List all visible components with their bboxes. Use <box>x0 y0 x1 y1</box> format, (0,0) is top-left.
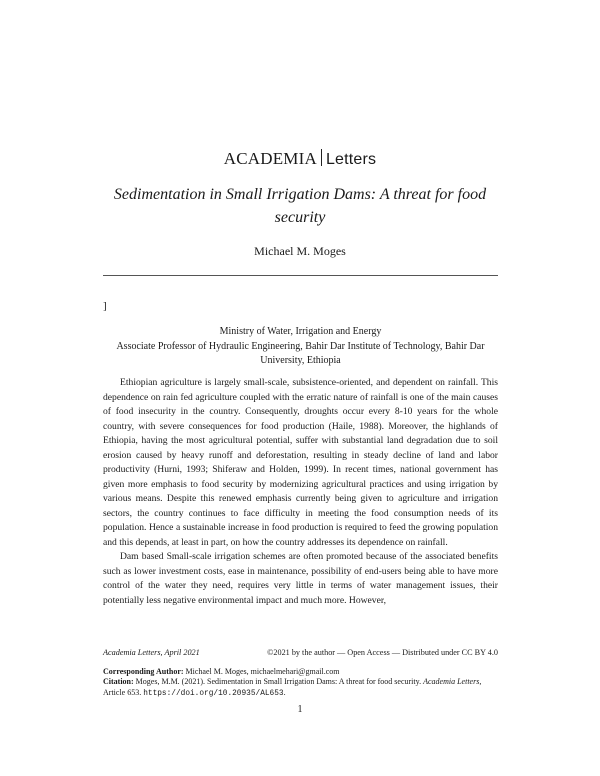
doi-end: . <box>283 687 286 697</box>
citation-label: Citation: <box>103 677 134 686</box>
citation <box>103 677 498 699</box>
paper-title: Sedimentation in Small Irrigation Dams: A threat for food security <box>113 186 487 226</box>
academia-letters-logo <box>0 149 600 169</box>
page-footer <box>103 648 498 699</box>
brand-separator <box>321 149 322 166</box>
page-number: 1 <box>297 704 303 715</box>
citation-text: Moges, M.M. (2021). Sedimentation in Small Irrigation Dams: A threat for food security. <box>135 677 422 686</box>
corresponding-author <box>103 667 498 678</box>
body-text <box>103 376 498 608</box>
paragraph-2: Dam based Small-scale irrigation schemes are often promoted because of the associated benefits such as lower investment costs, ease in maintenance, possibility of end-users being able to have more control of the water they need, requires very little in terms of water management issues, their potentially less negative environmental impact and much more. However, <box>103 551 498 606</box>
stray-bracket: ] <box>103 300 107 312</box>
journal-date: Academia Letters, April 2021 <box>103 648 200 657</box>
corresponding-author-label: Corresponding Author: <box>103 666 184 676</box>
brand-letters: Letters <box>325 151 377 168</box>
license-text: ©2021 by the author — Open Access — Distributed under CC BY 4.0 <box>267 648 498 657</box>
affiliation-line-1: Ministry of Water, Irrigation and Energy <box>219 326 382 337</box>
corresponding-author-text: Michael M. Moges, michaelmehari@gmail.com <box>185 666 340 676</box>
affiliation <box>103 325 498 369</box>
doi-link[interactable]: https://doi.org/10.20935/AL653 <box>143 689 284 698</box>
citation-article: , Article 653. <box>103 677 482 697</box>
footer-meta-row <box>103 648 498 659</box>
brand-academia: ACADEMIA <box>223 149 317 168</box>
citation-journal: Academia Letters <box>423 677 480 686</box>
affiliation-line-2: Associate Professor of Hydraulic Engineering, Bahir Dar Institute of Technology, Bahir Dar University, Ethiopia <box>116 340 485 366</box>
paragraph-1: Ethiopian agriculture is largely small-scale, subsistence-oriented, and dependent on rainfall. This dependence on rain fed agriculture coupled with the erratic nature of rainfall is one of the main causes of food insecurity in the country. Consequently, droughts occur every 8-10 years for the whole country, with severe consequences for food production (Haile, 1988). Moreover, the highlands of Ethiopia, having the most agricultural potential, suffer with substantial land degradation due to soil erosion caused by heavy runoff and deforestation, resulting in steady decline of land and labor productivity (Hurni, 1993; Shiferaw and Holden, 1999). In recent times, national government has given more emphasis to food security by modernizing agricultural practices and using irrigation by various means. Despite this renewed emphasis currently being given to agriculture and irrigation sectors, the country continues to face difficulty in meeting the food consumption needs of its population. Hence a sustainable increase in food production is required to feed the growing population and this depends, at least in part, on how the country addresses its dependence on rainfall. <box>103 377 498 548</box>
title-divider <box>103 275 498 276</box>
author-name: Michael M. Moges <box>254 244 346 258</box>
